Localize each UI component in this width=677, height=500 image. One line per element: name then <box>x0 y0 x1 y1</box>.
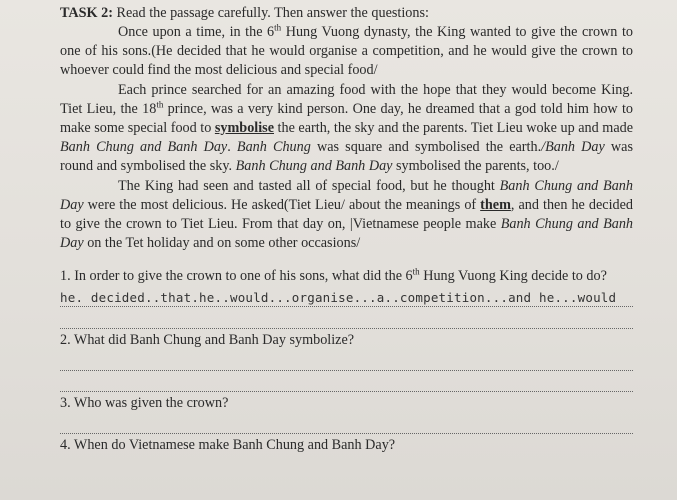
question-1 <box>60 267 633 329</box>
q1-text-b: Hung Vuong King decide to do? <box>419 268 607 285</box>
question-2 <box>60 331 633 392</box>
answer-line-1[interactable] <box>60 286 633 307</box>
p3-italic-1: Banh Chung and Banh Day <box>60 177 633 213</box>
p1-text-b: Hung Vuong dynasty, the King wanted to give the crown to one of his sons.(He decided that he would organise a competition, and he would give the crown to whoever could find the most delicious and special food/ <box>60 24 633 79</box>
p2-italic-2: Banh Chung <box>236 139 311 156</box>
p2-text-e: was square and symbolised the earth. <box>310 139 542 156</box>
p2-text-c: the earth, the sky and the parents. Tiet Lieu woke up and made <box>274 120 634 137</box>
answer-line-2b[interactable] <box>60 371 633 392</box>
p2-italic-1: Banh Chung and Banh Day <box>60 139 228 156</box>
p3-text-a: The King had seen and tasted all of special food, but he thought <box>118 177 500 194</box>
p1-sup: th <box>274 22 282 33</box>
p2-text-a: Each prince searched for an amazing food with the hope that they would become King. Tiet Lieu, the 18 <box>60 81 633 117</box>
p3-text-d: on the Tet holiday and on some other occasions/ <box>83 235 361 252</box>
question-2-text: 2. What did Banh Chung and Banh Day symbolize? <box>60 332 355 349</box>
task-label: TASK 2: <box>60 5 113 21</box>
q1-sup: th <box>412 266 420 277</box>
p2-text-d: . <box>227 139 237 156</box>
p3-text-b: were the most delicious. He asked(Tiet Lieu/ about the meanings of <box>83 196 481 213</box>
question-1-text <box>60 267 633 286</box>
p2-sup: th <box>156 99 164 110</box>
underlined-word-symbolise: symbolise <box>214 120 274 137</box>
q1-text-a: 1. In order to give the crown to one of his sons, what did the 6 <box>60 268 413 285</box>
answer-line-1b[interactable] <box>60 308 633 329</box>
p2-text-g: symbolised the parents, too./ <box>392 158 559 175</box>
p2-text-f: was round and symbolised the sky. <box>60 139 633 175</box>
p3-italic-2: Banh Chung and Banh Day <box>60 216 634 252</box>
underlined-word-them: them <box>480 196 511 213</box>
answer-line-3[interactable] <box>60 413 633 434</box>
answer-line-2a[interactable] <box>60 350 633 371</box>
passage-paragraph-2 <box>60 81 633 177</box>
question-4 <box>60 436 633 455</box>
passage-paragraph-1 <box>60 23 633 81</box>
passage-paragraph-3 <box>60 177 633 254</box>
question-4-text: 4. When do Vietnamese make Banh Chung and Banh Day? <box>60 437 396 454</box>
p1-text-a: Once upon a time, in the 6 <box>118 24 275 40</box>
question-3-text: 3. Who was given the crown? <box>60 395 229 412</box>
task-title <box>60 4 633 23</box>
p2-italic-4: Banh Chung and Banh Day <box>235 158 393 175</box>
question-3 <box>60 394 633 434</box>
p2-text-b: prince, was a very kind person. One day, he dreamed that a god told him how to make some special food to <box>60 100 633 137</box>
task-instruction: Read the passage carefully. Then answer the questions: <box>116 5 429 21</box>
handwritten-answer-1: he. decided..that.he..would...organise...a..competition...and he...would <box>60 290 617 306</box>
p3-text-c: , and then he decided to give the crown to Tiet Lieu. From that day on, |Vietnamese people make <box>60 196 633 233</box>
p2-italic-3: /Banh Day <box>541 139 605 156</box>
